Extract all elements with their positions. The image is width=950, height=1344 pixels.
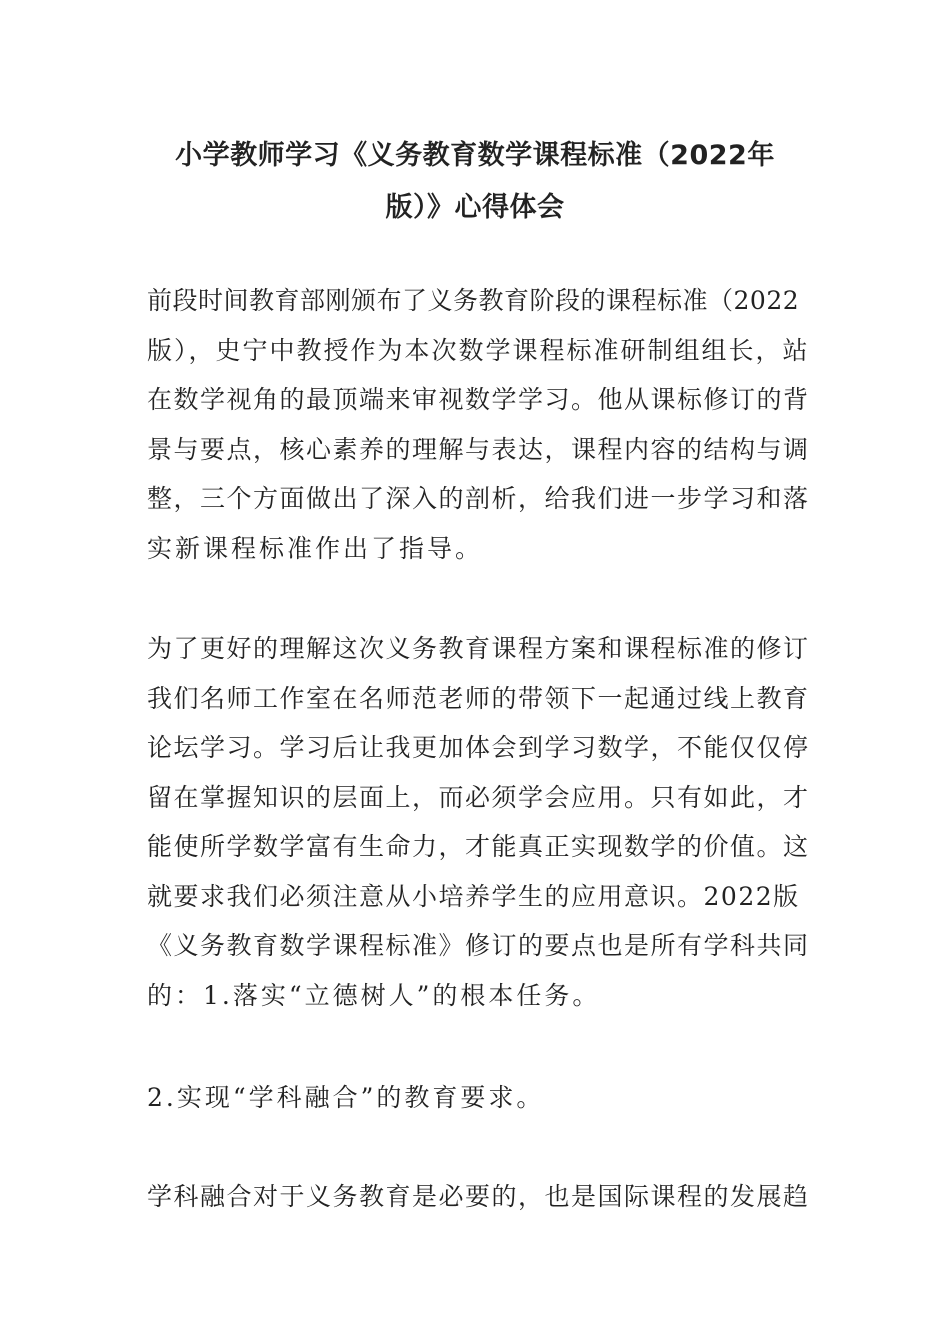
paragraph-line: 学科融合对于义务教育是必要的，也是国际课程的发展趋	[147, 1182, 810, 1211]
paragraph-point-2	[147, 1073, 812, 1123]
paragraph-intro	[147, 276, 812, 573]
paragraph-study	[147, 624, 812, 1020]
paragraph-line: 实新课程标准作出了指导。	[147, 533, 484, 563]
paragraph-line: 2.实现“学科融合”的教育要求。	[147, 1083, 545, 1112]
paragraph-line: 的：1.落实“立德树人”的根本任务。	[147, 980, 601, 1010]
paragraph-line: 在数学视角的最顶端来审视数学学习。他从课标修订的背	[147, 385, 810, 414]
title-line: 版）》心得体会	[385, 192, 565, 223]
paragraph-integration	[147, 1172, 812, 1222]
paragraph-line: 整，三个方面做出了深入的剖析，给我们进一步学习和落	[147, 484, 810, 513]
paragraph-line: 我们名师工作室在名师范老师的带领下一起通过线上教育	[147, 683, 810, 713]
paragraph-line: 为了更好的理解这次义务教育课程方案和课程标准的修订	[147, 634, 810, 663]
paragraph-line: 版），史宁中教授作为本次数学课程标准研制组组长，站	[147, 335, 810, 365]
document-title	[120, 130, 830, 234]
paragraph-line: 就要求我们必须注意从小培养学生的应用意识。2022版	[147, 881, 800, 911]
paragraph-line: 前段时间教育部刚颁布了义务教育阶段的课程标准（2022	[147, 286, 800, 315]
paragraph-line: 景与要点，核心素养的理解与表达，课程内容的结构与调	[147, 434, 810, 464]
paragraph-line: 论坛学习。学习后让我更加体会到学习数学，不能仅仅停	[147, 733, 810, 762]
paragraph-line: 留在掌握知识的层面上，而必须学会应用。只有如此，才	[147, 782, 810, 812]
paragraph-line: 《义务教育数学课程标准》修订的要点也是所有学科共同	[147, 931, 810, 960]
title-line: 小学教师学习《义务教育数学课程标准（2022年	[175, 140, 775, 171]
paragraph-line: 能使所学数学富有生命力，才能真正实现数学的价值。这	[147, 832, 810, 861]
